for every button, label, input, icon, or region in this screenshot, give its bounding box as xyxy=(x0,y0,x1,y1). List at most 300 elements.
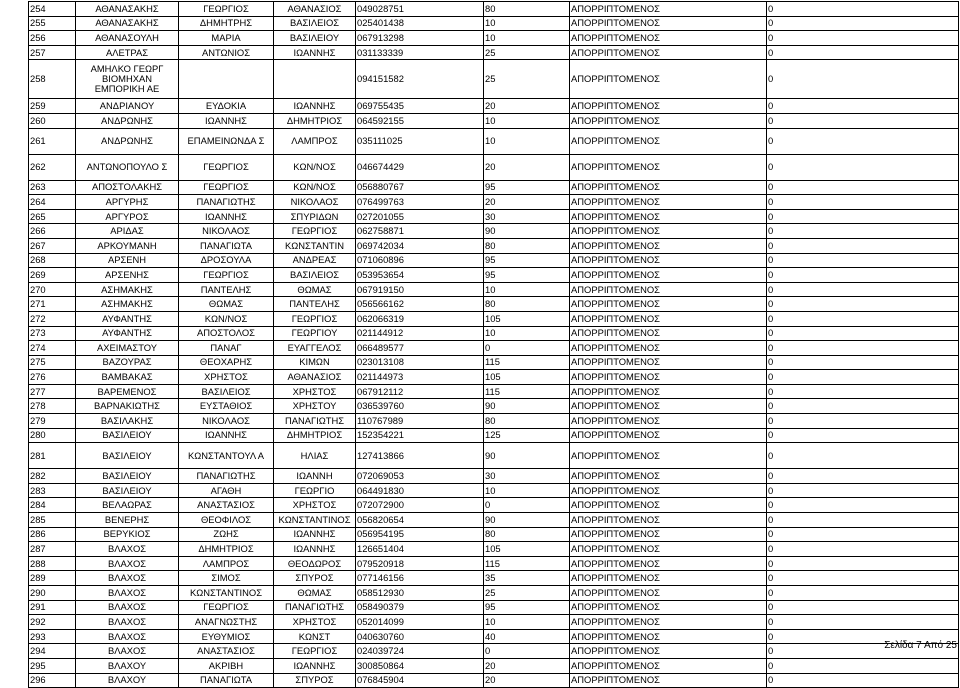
cell-afm: 067913298 xyxy=(356,31,484,46)
cell-father-name: ΠΑΝΑΓΙΩΤΗΣ xyxy=(274,414,356,429)
cell-amount: 0 xyxy=(484,498,570,513)
cell-status: ΑΠΟΡΡΙΠΤΟΜΕΝΟΣ xyxy=(570,658,767,673)
cell-row-id: 271 xyxy=(29,297,76,312)
cell-afm: 031133339 xyxy=(356,45,484,60)
cell-afm: 062758871 xyxy=(356,224,484,239)
cell-row-id: 288 xyxy=(29,556,76,571)
cell-surname: ΒΕΝΕΡΗΣ xyxy=(76,513,179,528)
table-row xyxy=(29,629,959,644)
cell-count: 0 xyxy=(767,556,959,571)
cell-afm: 076845904 xyxy=(356,673,484,688)
cell-amount: 0 xyxy=(484,341,570,356)
cell-afm: 066489577 xyxy=(356,341,484,356)
cell-count: 0 xyxy=(767,195,959,210)
cell-count: 0 xyxy=(767,113,959,128)
table-row xyxy=(29,195,959,210)
cell-afm: 067919150 xyxy=(356,282,484,297)
cell-row-id: 294 xyxy=(29,644,76,659)
cell-row-id: 291 xyxy=(29,600,76,615)
cell-afm: 056880767 xyxy=(356,180,484,195)
cell-surname: ΒΛΑΧΟΣ xyxy=(76,615,179,630)
cell-status: ΑΠΟΡΡΙΠΤΟΜΕΝΟΣ xyxy=(570,370,767,385)
cell-surname: ΑΝΔΡΩΝΗΣ xyxy=(76,128,179,154)
cell-surname: ΑΘΑΝΑΣΑΚΗΣ xyxy=(76,16,179,31)
cell-amount: 20 xyxy=(484,99,570,114)
cell-surname: ΑΣΗΜΑΚΗΣ xyxy=(76,297,179,312)
cell-afm: 058512930 xyxy=(356,586,484,601)
table-row xyxy=(29,469,959,484)
cell-amount: 80 xyxy=(484,297,570,312)
cell-row-id: 286 xyxy=(29,527,76,542)
cell-first-name: ΔΗΜΗΤΡΙΟΣ xyxy=(179,542,274,557)
cell-surname: ΒΛΑΧΟΣ xyxy=(76,556,179,571)
cell-status: ΑΠΟΡΡΙΠΤΟΜΕΝΟΣ xyxy=(570,253,767,268)
cell-first-name: ΑΝΑΓΝΩΣΤΗΣ xyxy=(179,615,274,630)
table-row xyxy=(29,224,959,239)
cell-surname: ΒΛΑΧΟΣ xyxy=(76,542,179,557)
cell-first-name: ΕΥΔΟΚΙΑ xyxy=(179,99,274,114)
cell-amount: 80 xyxy=(484,414,570,429)
cell-father-name: ΧΡΗΣΤΟΣ xyxy=(274,384,356,399)
cell-father-name: ΚΙΜΩΝ xyxy=(274,355,356,370)
cell-surname: ΒΑΡΕΜΕΝΟΣ xyxy=(76,384,179,399)
cell-first-name: ΙΩΑΝΝΗΣ xyxy=(179,428,274,443)
cell-status: ΑΠΟΡΡΙΠΤΟΜΕΝΟΣ xyxy=(570,428,767,443)
cell-first-name: ΚΩΝΣΤΑΝΤΟΥΛ Α xyxy=(179,443,274,469)
cell-status: ΑΠΟΡΡΙΠΤΟΜΕΝΟΣ xyxy=(570,571,767,586)
table-row xyxy=(29,542,959,557)
cell-count: 0 xyxy=(767,586,959,601)
cell-row-id: 281 xyxy=(29,443,76,469)
cell-afm: 035111025 xyxy=(356,128,484,154)
cell-row-id: 295 xyxy=(29,658,76,673)
cell-count: 0 xyxy=(767,513,959,528)
cell-status: ΑΠΟΡΡΙΠΤΟΜΕΝΟΣ xyxy=(570,2,767,17)
cell-row-id: 285 xyxy=(29,513,76,528)
cell-amount: 80 xyxy=(484,527,570,542)
cell-row-id: 257 xyxy=(29,45,76,60)
cell-status: ΑΠΟΡΡΙΠΤΟΜΕΝΟΣ xyxy=(570,195,767,210)
cell-father-name: ΓΕΩΡΓΙΟΣ xyxy=(274,311,356,326)
cell-amount: 35 xyxy=(484,571,570,586)
cell-count: 0 xyxy=(767,99,959,114)
cell-afm: 064491830 xyxy=(356,483,484,498)
cell-first-name: ΠΑΝΑΓΙΩΤΗΣ xyxy=(179,195,274,210)
cell-father-name: ΘΩΜΑΣ xyxy=(274,586,356,601)
cell-afm: 071060896 xyxy=(356,253,484,268)
table-row xyxy=(29,498,959,513)
cell-first-name: ΑΝΑΣΤΑΣΙΟΣ xyxy=(179,498,274,513)
table-row xyxy=(29,113,959,128)
cell-status: ΑΠΟΡΡΙΠΤΟΜΕΝΟΣ xyxy=(570,31,767,46)
cell-count: 0 xyxy=(767,527,959,542)
cell-amount: 90 xyxy=(484,399,570,414)
cell-amount: 105 xyxy=(484,311,570,326)
cell-status: ΑΠΟΡΡΙΠΤΟΜΕΝΟΣ xyxy=(570,154,767,180)
cell-count: 0 xyxy=(767,673,959,688)
cell-afm: 069742034 xyxy=(356,238,484,253)
cell-count: 0 xyxy=(767,428,959,443)
table-row xyxy=(29,527,959,542)
cell-status: ΑΠΟΡΡΙΠΤΟΜΕΝΟΣ xyxy=(570,615,767,630)
table-row xyxy=(29,180,959,195)
cell-row-id: 287 xyxy=(29,542,76,557)
table-row xyxy=(29,341,959,356)
cell-afm: 056820654 xyxy=(356,513,484,528)
cell-father-name: ΓΕΩΡΓΙΟΥ xyxy=(274,326,356,341)
cell-row-id: 277 xyxy=(29,384,76,399)
cell-father-name: ΙΩΑΝΝΗΣ xyxy=(274,527,356,542)
cell-amount: 115 xyxy=(484,556,570,571)
cell-amount: 10 xyxy=(484,282,570,297)
cell-row-id: 280 xyxy=(29,428,76,443)
cell-row-id: 259 xyxy=(29,99,76,114)
cell-row-id: 270 xyxy=(29,282,76,297)
cell-surname: ΒΑΣΙΛΑΚΗΣ xyxy=(76,414,179,429)
cell-surname: ΑΜΗΛΚΟ ΓΕΩΡΓ ΒΙΟΜΗΧΑΝ ΕΜΠΟΡΙΚΗ ΑΕ xyxy=(76,60,179,99)
cell-count: 0 xyxy=(767,45,959,60)
cell-surname: ΑΥΦΑΝΤΗΣ xyxy=(76,311,179,326)
cell-amount: 40 xyxy=(484,629,570,644)
cell-father-name: ΣΠΥΡΙΔΩΝ xyxy=(274,209,356,224)
cell-amount: 25 xyxy=(484,60,570,99)
cell-father-name: ΙΩΑΝΝΗΣ xyxy=(274,99,356,114)
cell-amount: 95 xyxy=(484,253,570,268)
cell-count: 0 xyxy=(767,469,959,484)
cell-row-id: 272 xyxy=(29,311,76,326)
cell-father-name: ΕΥΑΓΓΕΛΟΣ xyxy=(274,341,356,356)
cell-father-name: ΓΕΩΡΓΙΟΣ xyxy=(274,644,356,659)
cell-first-name: ΚΩΝΣΤΑΝΤΙΝΟΣ xyxy=(179,586,274,601)
cell-first-name: ΕΥΣΤΑΘΙΟΣ xyxy=(179,399,274,414)
cell-first-name: ΠΑΝΑΓΙΩΤΑ xyxy=(179,238,274,253)
cell-row-id: 260 xyxy=(29,113,76,128)
cell-afm: 025401438 xyxy=(356,16,484,31)
cell-row-id: 254 xyxy=(29,2,76,17)
cell-father-name: ΚΩΝΣΤΑΝΤΙΝΟΣ xyxy=(274,513,356,528)
cell-first-name: ΝΙΚΟΛΑΟΣ xyxy=(179,414,274,429)
cell-row-id: 279 xyxy=(29,414,76,429)
cell-count: 0 xyxy=(767,282,959,297)
cell-first-name: ΕΥΘΥΜΙΟΣ xyxy=(179,629,274,644)
cell-afm: 077146156 xyxy=(356,571,484,586)
cell-first-name: ΘΕΟΧΑΡΗΣ xyxy=(179,355,274,370)
table-row xyxy=(29,311,959,326)
table-row xyxy=(29,513,959,528)
cell-first-name: ΒΑΣΙΛΕΙΟΣ xyxy=(179,384,274,399)
cell-first-name: ΝΙΚΟΛΑΟΣ xyxy=(179,224,274,239)
cell-status: ΑΠΟΡΡΙΠΤΟΜΕΝΟΣ xyxy=(570,341,767,356)
cell-amount: 10 xyxy=(484,16,570,31)
cell-status: ΑΠΟΡΡΙΠΤΟΜΕΝΟΣ xyxy=(570,542,767,557)
cell-amount: 0 xyxy=(484,644,570,659)
table-row xyxy=(29,282,959,297)
cell-afm: 064592155 xyxy=(356,113,484,128)
table-row xyxy=(29,16,959,31)
cell-surname: ΒΑΣΙΛΕΙΟΥ xyxy=(76,483,179,498)
cell-status: ΑΠΟΡΡΙΠΤΟΜΕΝΟΣ xyxy=(570,128,767,154)
cell-amount: 105 xyxy=(484,542,570,557)
cell-count: 0 xyxy=(767,268,959,283)
cell-first-name: ΠΑΝΤΕΛΗΣ xyxy=(179,282,274,297)
cell-afm: 046674429 xyxy=(356,154,484,180)
cell-row-id: 262 xyxy=(29,154,76,180)
cell-amount: 20 xyxy=(484,154,570,180)
cell-first-name: ΘΕΟΦΙΛΟΣ xyxy=(179,513,274,528)
cell-status: ΑΠΟΡΡΙΠΤΟΜΕΝΟΣ xyxy=(570,180,767,195)
cell-afm: 110767989 xyxy=(356,414,484,429)
cell-status: ΑΠΟΡΡΙΠΤΟΜΕΝΟΣ xyxy=(570,311,767,326)
cell-status: ΑΠΟΡΡΙΠΤΟΜΕΝΟΣ xyxy=(570,673,767,688)
cell-surname: ΒΑΜΒΑΚΑΣ xyxy=(76,370,179,385)
cell-afm: 056566162 xyxy=(356,297,484,312)
cell-status: ΑΠΟΡΡΙΠΤΟΜΕΝΟΣ xyxy=(570,224,767,239)
table-row xyxy=(29,326,959,341)
cell-afm: 072072900 xyxy=(356,498,484,513)
cell-father-name: ΒΑΣΙΛΕΙΟΣ xyxy=(274,268,356,283)
cell-afm: 023013108 xyxy=(356,355,484,370)
cell-amount: 25 xyxy=(484,45,570,60)
cell-father-name: ΝΙΚΟΛΑΟΣ xyxy=(274,195,356,210)
cell-row-id: 283 xyxy=(29,483,76,498)
cell-amount: 10 xyxy=(484,31,570,46)
cell-row-id: 255 xyxy=(29,16,76,31)
cell-count: 0 xyxy=(767,658,959,673)
table-row xyxy=(29,414,959,429)
table-row xyxy=(29,644,959,659)
cell-status: ΑΠΟΡΡΙΠΤΟΜΕΝΟΣ xyxy=(570,469,767,484)
cell-afm: 021144912 xyxy=(356,326,484,341)
cell-surname: ΑΡΣΕΝΗ xyxy=(76,253,179,268)
table-row xyxy=(29,428,959,443)
cell-amount: 105 xyxy=(484,370,570,385)
cell-row-id: 273 xyxy=(29,326,76,341)
cell-father-name: ΔΗΜΗΤΡΙΟΣ xyxy=(274,113,356,128)
cell-status: ΑΠΟΡΡΙΠΤΟΜΕΝΟΣ xyxy=(570,527,767,542)
cell-count: 0 xyxy=(767,253,959,268)
cell-row-id: 263 xyxy=(29,180,76,195)
cell-afm: 053953654 xyxy=(356,268,484,283)
cell-amount: 95 xyxy=(484,268,570,283)
cell-first-name: ΓΕΩΡΓΙΟΣ xyxy=(179,154,274,180)
cell-amount: 80 xyxy=(484,238,570,253)
cell-row-id: 282 xyxy=(29,469,76,484)
table-row xyxy=(29,586,959,601)
cell-surname: ΑΡΓΥΡΗΣ xyxy=(76,195,179,210)
cell-status: ΑΠΟΡΡΙΠΤΟΜΕΝΟΣ xyxy=(570,268,767,283)
cell-surname: ΑΘΑΝΑΣΑΚΗΣ xyxy=(76,2,179,17)
table-row xyxy=(29,31,959,46)
cell-father-name: ΗΛΙΑΣ xyxy=(274,443,356,469)
cell-status: ΑΠΟΡΡΙΠΤΟΜΕΝΟΣ xyxy=(570,282,767,297)
cell-first-name: ΑΓΑΘΗ xyxy=(179,483,274,498)
cell-count: 0 xyxy=(767,16,959,31)
cell-afm: 300850864 xyxy=(356,658,484,673)
cell-count: 0 xyxy=(767,600,959,615)
cell-surname: ΑΡΚΟΥΜΑΝΗ xyxy=(76,238,179,253)
cell-first-name: ΑΝΑΣΤΑΣΙΟΣ xyxy=(179,644,274,659)
cell-surname: ΒΛΑΧΟΣ xyxy=(76,586,179,601)
cell-first-name: ΠΑΝΑΓΙΩΤΗΣ xyxy=(179,469,274,484)
cell-afm: 021144973 xyxy=(356,370,484,385)
table-row xyxy=(29,399,959,414)
cell-afm: 049028751 xyxy=(356,2,484,17)
cell-surname: ΑΘΑΝΑΣΟΥΛΗ xyxy=(76,31,179,46)
cell-afm: 058490379 xyxy=(356,600,484,615)
cell-father-name: ΘΩΜΑΣ xyxy=(274,282,356,297)
cell-father-name: ΘΕΟΔΩΡΟΣ xyxy=(274,556,356,571)
cell-count: 0 xyxy=(767,483,959,498)
cell-amount: 90 xyxy=(484,443,570,469)
cell-status: ΑΠΟΡΡΙΠΤΟΜΕΝΟΣ xyxy=(570,399,767,414)
cell-afm: 127413866 xyxy=(356,443,484,469)
cell-row-id: 289 xyxy=(29,571,76,586)
cell-father-name: ΒΑΣΙΛΕΙΟΣ xyxy=(274,16,356,31)
cell-amount: 20 xyxy=(484,195,570,210)
table-row xyxy=(29,99,959,114)
cell-status: ΑΠΟΡΡΙΠΤΟΜΕΝΟΣ xyxy=(570,355,767,370)
table-row xyxy=(29,571,959,586)
cell-count: 0 xyxy=(767,498,959,513)
cell-status: ΑΠΟΡΡΙΠΤΟΜΕΝΟΣ xyxy=(570,16,767,31)
cell-count: 0 xyxy=(767,311,959,326)
cell-count: 0 xyxy=(767,180,959,195)
cell-father-name: ΚΩΝ/ΝΟΣ xyxy=(274,154,356,180)
cell-count: 0 xyxy=(767,128,959,154)
cell-count: 0 xyxy=(767,414,959,429)
cell-status: ΑΠΟΡΡΙΠΤΟΜΕΝΟΣ xyxy=(570,113,767,128)
cell-count: 0 xyxy=(767,341,959,356)
cell-row-id: 264 xyxy=(29,195,76,210)
table-row xyxy=(29,60,959,99)
cell-first-name: ΓΕΩΡΓΙΟΣ xyxy=(179,2,274,17)
cell-afm: 069755435 xyxy=(356,99,484,114)
cell-afm: 052014099 xyxy=(356,615,484,630)
cell-status: ΑΠΟΡΡΙΠΤΟΜΕΝΟΣ xyxy=(570,600,767,615)
cell-afm: 040630760 xyxy=(356,629,484,644)
cell-surname: ΒΛΑΧΟΥ xyxy=(76,673,179,688)
cell-amount: 90 xyxy=(484,224,570,239)
cell-first-name: ΓΕΩΡΓΙΟΣ xyxy=(179,180,274,195)
cell-first-name xyxy=(179,60,274,99)
cell-surname: ΑΝΤΩΝΟΠΟΥΛΟ Σ xyxy=(76,154,179,180)
table-row xyxy=(29,128,959,154)
cell-row-id: 268 xyxy=(29,253,76,268)
cell-row-id: 267 xyxy=(29,238,76,253)
cell-amount: 30 xyxy=(484,209,570,224)
cell-father-name: ΚΩΝΣΤ xyxy=(274,629,356,644)
cell-afm: 027201055 xyxy=(356,209,484,224)
cell-surname: ΑΧΕΙΜΑΣΤΟΥ xyxy=(76,341,179,356)
cell-status: ΑΠΟΡΡΙΠΤΟΜΕΝΟΣ xyxy=(570,556,767,571)
cell-amount: 20 xyxy=(484,673,570,688)
cell-row-id: 276 xyxy=(29,370,76,385)
cell-count: 0 xyxy=(767,542,959,557)
table-row xyxy=(29,658,959,673)
cell-surname: ΑΡΙΔΑΣ xyxy=(76,224,179,239)
cell-row-id: 296 xyxy=(29,673,76,688)
cell-count: 0 xyxy=(767,31,959,46)
cell-first-name: ΙΩΑΝΝΗΣ xyxy=(179,209,274,224)
cell-surname: ΑΣΗΜΑΚΗΣ xyxy=(76,282,179,297)
cell-row-id: 274 xyxy=(29,341,76,356)
cell-father-name: ΙΩΑΝΝΗΣ xyxy=(274,45,356,60)
cell-amount: 125 xyxy=(484,428,570,443)
cell-amount: 10 xyxy=(484,326,570,341)
cell-row-id: 290 xyxy=(29,586,76,601)
cell-count: 0 xyxy=(767,615,959,630)
cell-first-name: ΕΠΑΜΕΙΝΩΝΔΑ Σ xyxy=(179,128,274,154)
cell-father-name: ΑΘΑΝΑΣΙΟΣ xyxy=(274,370,356,385)
cell-surname: ΑΝΔΡΙΑΝΟΥ xyxy=(76,99,179,114)
cell-first-name: ΙΩΑΝΝΗΣ xyxy=(179,113,274,128)
table-row xyxy=(29,154,959,180)
cell-afm: 024039724 xyxy=(356,644,484,659)
cell-surname: ΒΕΡΥΚΙΟΣ xyxy=(76,527,179,542)
cell-first-name: ΛΑΜΠΡΟΣ xyxy=(179,556,274,571)
cell-status: ΑΠΟΡΡΙΠΤΟΜΕΝΟΣ xyxy=(570,384,767,399)
cell-afm: 076499763 xyxy=(356,195,484,210)
cell-father-name: ΧΡΗΣΤΟΣ xyxy=(274,615,356,630)
cell-status: ΑΠΟΡΡΙΠΤΟΜΕΝΟΣ xyxy=(570,644,767,659)
cell-father-name xyxy=(274,60,356,99)
cell-status: ΑΠΟΡΡΙΠΤΟΜΕΝΟΣ xyxy=(570,498,767,513)
cell-surname: ΒΛΑΧΟΣ xyxy=(76,629,179,644)
cell-surname: ΒΛΑΧΟΥ xyxy=(76,658,179,673)
cell-father-name: ΠΑΝΑΓΙΩΤΗΣ xyxy=(274,600,356,615)
cell-father-name: ΛΑΜΠΡΟΣ xyxy=(274,128,356,154)
cell-count: 0 xyxy=(767,60,959,99)
cell-afm: 126651404 xyxy=(356,542,484,557)
cell-count: 0 xyxy=(767,571,959,586)
cell-first-name: ΖΩΗΣ xyxy=(179,527,274,542)
cell-count: 0 xyxy=(767,326,959,341)
cell-surname: ΑΡΓΥΡΟΣ xyxy=(76,209,179,224)
cell-first-name: ΓΕΩΡΓΙΟΣ xyxy=(179,600,274,615)
table-row xyxy=(29,2,959,17)
cell-first-name: ΜΑΡΙΑ xyxy=(179,31,274,46)
table-row xyxy=(29,384,959,399)
table-row xyxy=(29,253,959,268)
cell-count: 0 xyxy=(767,644,959,659)
cell-status: ΑΠΟΡΡΙΠΤΟΜΕΝΟΣ xyxy=(570,326,767,341)
cell-amount: 90 xyxy=(484,513,570,528)
cell-status: ΑΠΟΡΡΙΠΤΟΜΕΝΟΣ xyxy=(570,513,767,528)
cell-father-name: ΚΩΝ/ΝΟΣ xyxy=(274,180,356,195)
cell-first-name: ΣΙΜΟΣ xyxy=(179,571,274,586)
cell-row-id: 275 xyxy=(29,355,76,370)
cell-row-id: 261 xyxy=(29,128,76,154)
cell-row-id: 266 xyxy=(29,224,76,239)
cell-first-name: ΠΑΝΑΓ xyxy=(179,341,274,356)
cell-surname: ΒΕΛΑΩΡΑΣ xyxy=(76,498,179,513)
cell-afm: 152354221 xyxy=(356,428,484,443)
table-row xyxy=(29,238,959,253)
cell-first-name: ΘΩΜΑΣ xyxy=(179,297,274,312)
cell-afm: 067912112 xyxy=(356,384,484,399)
cell-surname: ΑΠΟΣΤΟΛΑΚΗΣ xyxy=(76,180,179,195)
cell-father-name: ΓΕΩΡΓΙΟ xyxy=(274,483,356,498)
cell-father-name: ΠΑΝΤΕΛΗΣ xyxy=(274,297,356,312)
cell-row-id: 258 xyxy=(29,60,76,99)
cell-surname: ΒΛΑΧΟΣ xyxy=(76,571,179,586)
cell-status: ΑΠΟΡΡΙΠΤΟΜΕΝΟΣ xyxy=(570,443,767,469)
cell-status: ΑΠΟΡΡΙΠΤΟΜΕΝΟΣ xyxy=(570,629,767,644)
cell-row-id: 269 xyxy=(29,268,76,283)
cell-father-name: ΙΩΑΝΝΗ xyxy=(274,469,356,484)
cell-first-name: ΑΝΤΩΝΙΟΣ xyxy=(179,45,274,60)
cell-surname: ΒΑΣΙΛΕΙΟΥ xyxy=(76,443,179,469)
